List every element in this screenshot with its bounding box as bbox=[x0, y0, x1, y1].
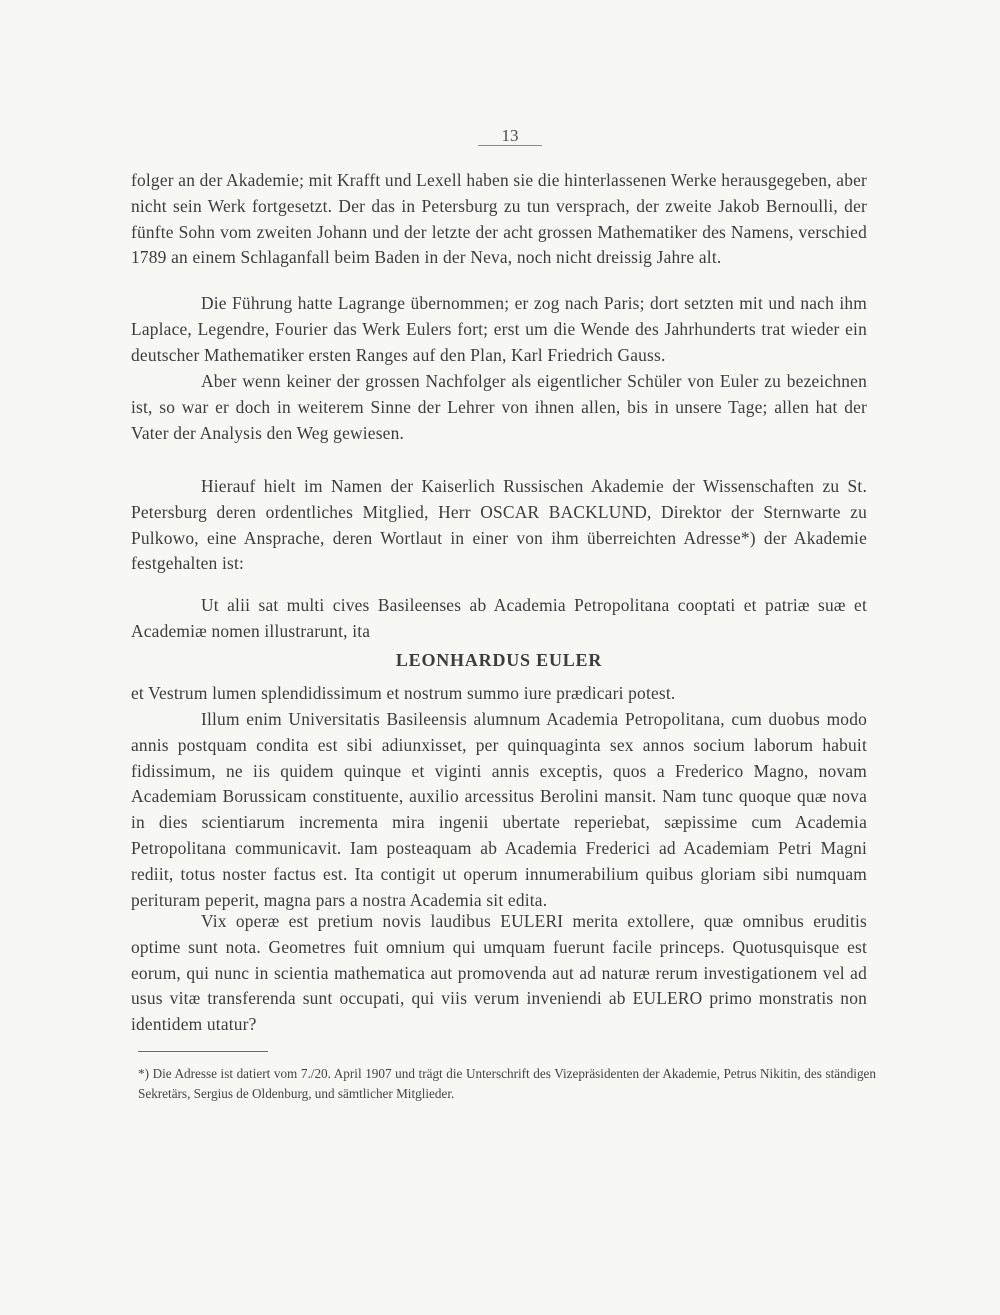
paragraph-lagrange: Die Führung hatte Lagrange übernommen; er zog nach Paris; dort setzten mit und nach ihm Laplace, Legendre, Fourier das Werk Eulers fort; erst um die Wende des Jahrhunderts trat wieder ein deutscher Mathematiker ersten Ranges auf den Plan, Karl Friedrich Gauss. bbox=[131, 293, 867, 365]
page-number-rule bbox=[478, 145, 542, 146]
footnote: *) Die Adresse ist datiert vom 7./20. April 1907 und trägt die Unterschrift des Vizepräsidenten der Akademie, Petrus Nikitin, des ständigen Sekretärs, Sergius de Oldenburg, und sämtlicher Mitglieder. bbox=[138, 1066, 876, 1101]
euler-name-heading: LEONHARDUS EULER bbox=[395, 650, 603, 670]
page-number: 13 bbox=[501, 126, 519, 145]
paragraph-continuation: folger an der Akademie; mit Krafft und Lexell haben sie die hinterlassenen Werke herausgegeben, aber nicht sein Werk fortgesetzt. Der das in Petersburg zu tun versprach, der zweite Jakob Bernoulli, der fünfte Sohn vom zweiten Johann und der letzte der acht grossen Mathematiker des Namens, verschied 1789 an einem Schlaganfall beim Baden in der Neva, noch nicht dreissig Jahre alt. bbox=[131, 170, 868, 268]
paragraph-euler-teacher: Aber wenn keiner der grossen Nachfolger als eigentlicher Schüler von Euler zu bezeichnen ist, so war er doch in weiterem Sinne der Lehrer von ihnen allen, bis in unsere Tage; allen hat der Vater der Analysis den Weg gewiesen. bbox=[131, 371, 867, 443]
paragraph-latin-intro: Ut alii sat multi cives Basileenses ab Academia Petropolitana cooptati et patriæ suæ et Academiæ nomen illustrarunt, ita bbox=[131, 595, 867, 641]
paragraph-vix-operae: Vix operæ est pretium novis laudibus EULERI merita extollere, quæ omnibus eruditis optime sunt nota. Geometres fuit omnium qui umquam fuerunt facile princeps. Quotusquisque est eorum, qui nunc in scientia mathematica aut promovenda aut ad naturæ rerum investigationem vel ad usus vitæ transferenda sunt occupati, qui viis verum inveniendi ab EULERO primo monstratis non identidem utatur? bbox=[131, 911, 867, 1035]
paragraph-illum: Illum enim Universitatis Basileensis alumnum Academia Petropolitana, cum duobus modo annis postquam condita est sibi adiunxisset, per quinquaginta sex annos socium laborum habuit fidissimum, ne iis quidem quinque et viginti annis exceptis, quos a Frederico Magno, novam Academiam Borussicam constituente, auxilio arcessitus Berolini mansit. Nam tunc quoque quæ nova in dies scientiarum incrementa mira ingenii ubertate reperiebat, sæpissime cum Academia Petropolitana communicavit. Iam posteaquam ab Academia Frederici ad Academiam Petri Magni rediit, totus noster factus est. Ita contigit ut operum innumerabilium quibus gloriam sibi numquam perituram peperit, magna pars a nostra Academia sit edita. bbox=[131, 709, 867, 910]
paragraph-backlund: Hierauf hielt im Namen der Kaiserlich Russischen Akademie der Wissenschaften zu St. Petersburg deren ordentliches Mitglied, Herr OSCAR BACKLUND, Direktor der Sternwarte zu Pulkowo, eine Ansprache, deren Wortlaut in einer von ihm überreichten Adresse*) der Akademie festgehalten ist: bbox=[131, 476, 867, 574]
footnote-rule bbox=[138, 1051, 268, 1052]
paragraph-lumen: et Vestrum lumen splendidissimum et nostrum summo iure prædicari potest. bbox=[131, 683, 676, 703]
